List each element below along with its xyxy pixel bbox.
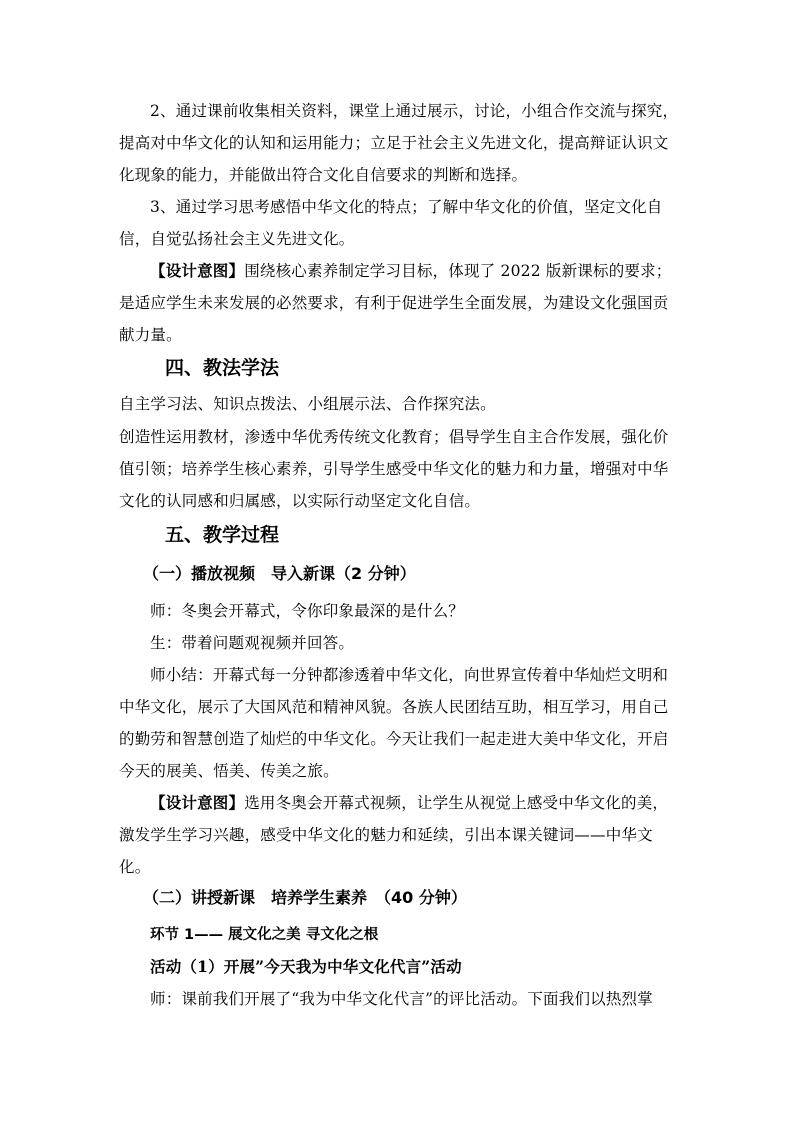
teacher-summary-line-2: 中华文化，展示了大国风范和精神风貌。各族人民团结互助，相互学习，用自己	[119, 698, 669, 716]
link-1-heading: 环节 1—— 展文化之美 寻文化之根	[150, 927, 379, 943]
teacher-summary-line-4: 今天的展美、悟美、传美之旅。	[119, 762, 339, 780]
part-1-heading: （一）播放视频 导入新课（2 分钟）	[143, 564, 416, 583]
part-1-intent-label: 【设计意图】	[150, 793, 245, 812]
section-4-line-1: 自主学习法、知识点拨法、小组展示法、合作探究法。	[119, 395, 496, 413]
section-4-heading: 四、教法学法	[165, 357, 280, 379]
goal-2-line-1: 2、通过课前收集相关资料，课堂上通过展示，讨论，小组合作交流与探究，	[150, 102, 679, 120]
teacher-question: 师：冬奥会开幕式，令你印象最深的是什么？	[150, 602, 465, 620]
part-1-intent-text: 选用冬奥会开幕式视频，让学生从视觉上感受中华文化的美，	[244, 794, 669, 812]
part-2-heading: （二）讲授新课 培养学生素养 （40 分钟）	[143, 888, 467, 907]
design-intent-line-3: 献力量。	[119, 326, 182, 344]
goal-2-line-2: 提高对中华文化的认知和运用能力；立足于社会主义先进文化，提高辩证认识文	[119, 134, 669, 152]
design-intent-label: 【设计意图】	[150, 261, 245, 280]
section-4-line-3: 值引领；培养学生核心素养，引导学生感受中华文化的魅力和力量，增强对中华	[119, 460, 669, 478]
section-5-heading: 五、教学过程	[165, 524, 280, 546]
part-1-intent-line-1	[150, 793, 668, 813]
goal-2-line-3: 化现象的能力，并能做出符合文化自信要求的判断和选择。	[119, 166, 528, 184]
goal-3-line-1: 3、通过学习思考感悟中华文化的特点；了解中华文化的价值，坚定文化自	[150, 198, 663, 216]
design-intent-line-2: 是适应学生未来发展的必然要求，有利于促进学生全面发展，为建设文化强国贡	[119, 294, 669, 312]
goal-3-line-2: 信，自觉弘扬社会主义先进文化。	[119, 230, 355, 248]
design-intent-text: 围绕核心素养制定学习目标，体现了 2022 版新课标的要求；	[244, 262, 672, 280]
teacher-line: 师：课前我们开展了“我为中华文化代言”的评比活动。下面我们以热烈掌	[150, 990, 653, 1008]
activity-1-heading: 活动（1）开展”今天我为中华文化代言”活动	[150, 957, 462, 976]
teacher-summary-line-3: 的勤劳和智慧创造了灿烂的中华文化。今天让我们一起走进大美中华文化，开启	[119, 730, 669, 748]
student-response: 生：带着问题观视频并回答。	[150, 634, 355, 652]
part-1-intent-line-2: 激发学生学习兴趣，感受中华文化的魅力和延续，引出本课关键词——中华文	[119, 826, 653, 844]
section-4-line-4: 文化的认同感和归属感，以实际行动坚定文化自信。	[119, 492, 481, 510]
teacher-summary-line-1: 师小结：开幕式每一分钟都渗透着中华文化，向世界宣传着中华灿烂文明和	[150, 666, 669, 684]
section-4-line-2: 创造性运用教材，渗透中华优秀传统文化教育；倡导学生自主合作发展，强化价	[119, 428, 669, 446]
part-1-intent-line-3: 化。	[119, 858, 151, 876]
design-intent-line-1	[150, 261, 672, 281]
